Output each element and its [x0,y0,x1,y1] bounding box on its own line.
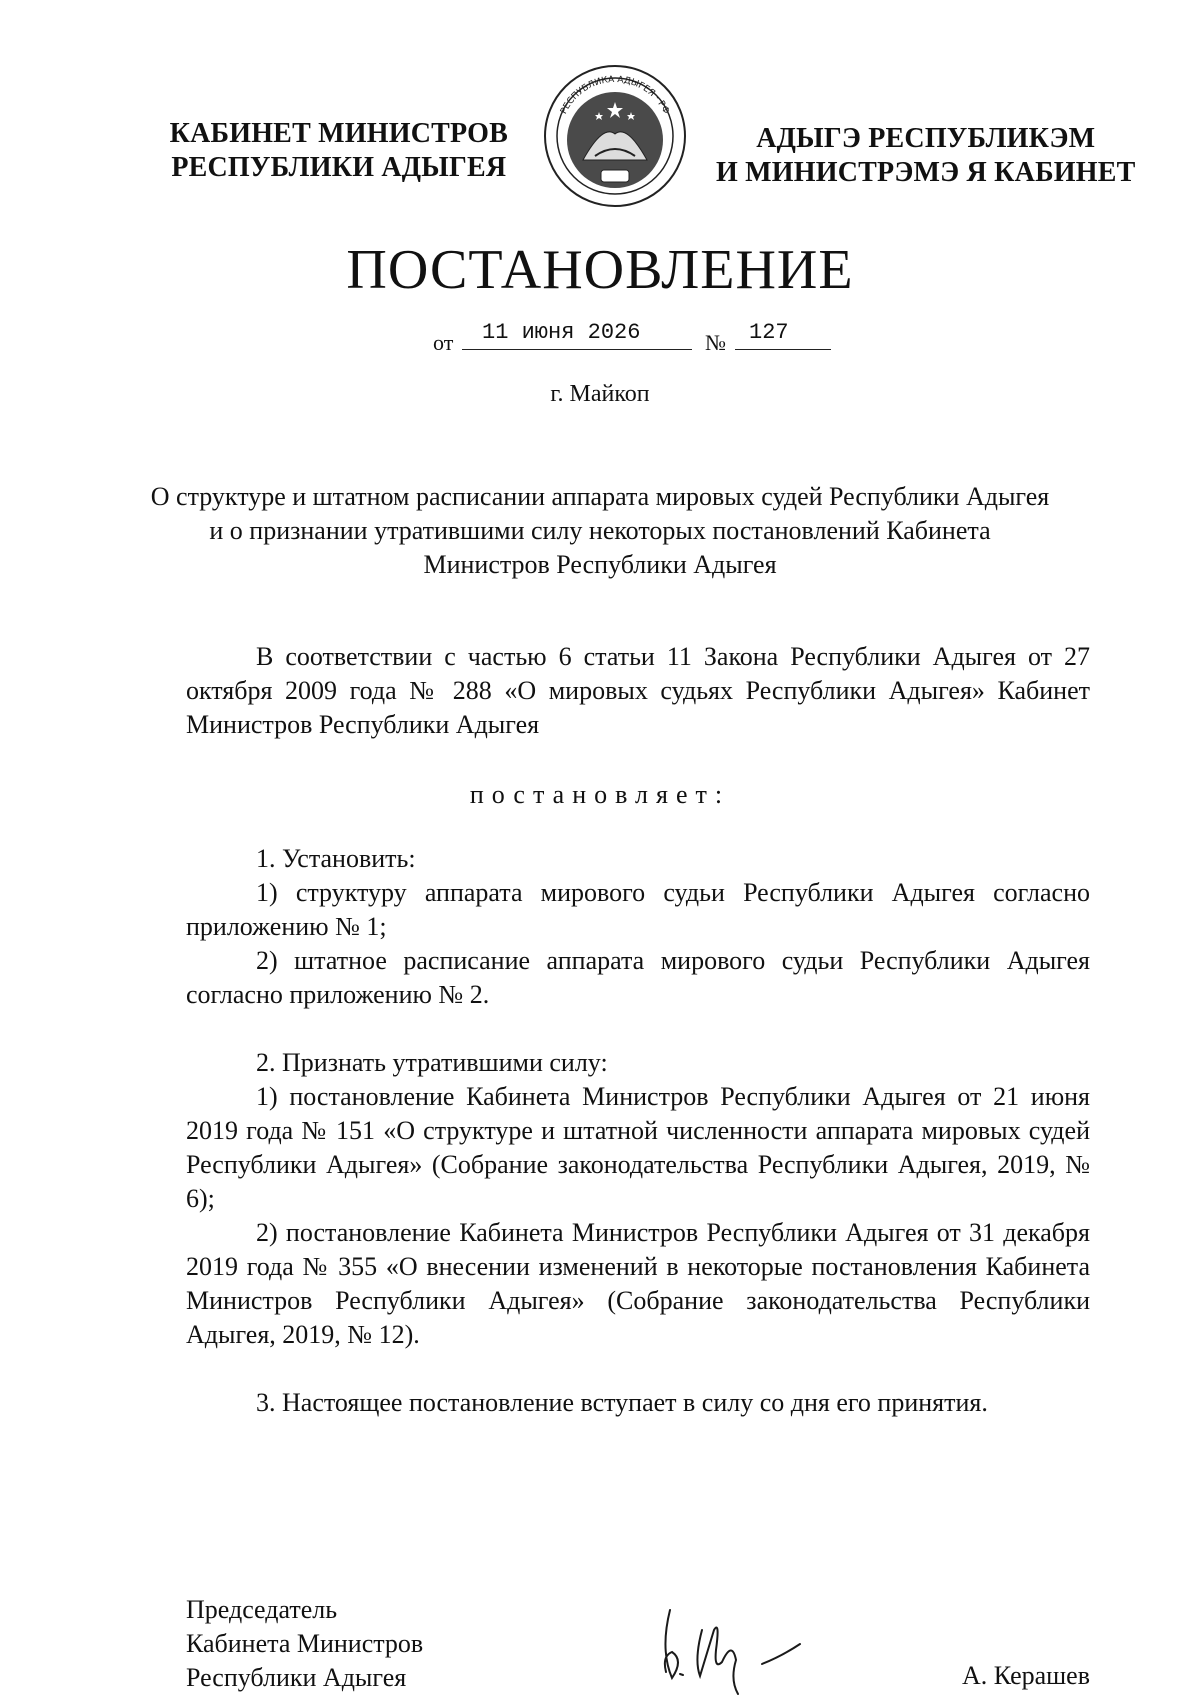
emblem-ring-text: РЕСПУБЛИКА АДЫГЕЯ · РФ [559,74,671,116]
number-prefix: № [705,330,726,355]
item-1-1: 1) структуру аппарата мирового судьи Республики Адыгея согласно приложению № 1; [186,878,1090,941]
issuer-line-2: РЕСПУБЛИКИ АДЫГЕЯ [171,152,507,183]
issuer-line-ady-2: И МИНИСТРЭМЭ Я КАБИНЕТ [716,157,1136,188]
signatory-position [186,1593,423,1695]
position-line-3: Республики Адыгея [186,1663,407,1692]
coat-of-arms-icon [543,64,687,208]
date-number-line [0,320,1200,360]
item-2-2: 2) постановление Кабинета Министров Республики Адыгея от 31 декабря 2019 года № 355 «О внесении изменений в некоторые постановления Кабинета Министров Республики Адыгея» (Собрание законодательства Республики Адыгея, 2019, № 12). [186,1218,1090,1349]
item-2-1: 1) постановление Кабинета Министров Республики Адыгея от 21 июня 2019 года № 151 «О структуре и штатной численности аппарата мировых судей Республики Адыгея» (Собрание законодательства Республики Адыгея, 2019, № 6); [186,1082,1090,1213]
decree-word: постановляет: [469,780,731,809]
decree-items [186,842,1090,1420]
date-prefix: от [433,330,454,355]
position-line-1: Председатель [186,1595,338,1624]
issuer-header-ady [716,122,1136,190]
document-number: 127 [735,320,831,350]
handwritten-signature-icon [650,1590,830,1700]
item-3: 3. Настоящее постановление вступает в силу со дня его принятия. [256,1388,988,1417]
issuer-line-ady-1: АДЫГЭ РЕСПУБЛИКЭМ [756,123,1096,154]
issuer-line-1: КАБИНЕТ МИНИСТРОВ [169,118,508,149]
document-subject: О структуре и штатном расписании аппарата мировых судей Республики Адыгея и о признании утратившими силу некоторых постановлений Кабинета Министров Республики Адыгея [150,482,1050,579]
document-date: 11 июня 2026 [462,320,692,350]
item-1: 1. Установить: [256,844,416,873]
issuer-header-ru [170,117,508,185]
signatory-name: А. Керашев [961,1661,1090,1690]
basis-paragraph: В соответствии с частью 6 статьи 11 Закона Республики Адыгея от 27 октября 2009 года № 288 «О мировых судьях Республики Адыгея» Кабинет Министров Республики Адыгея [186,642,1090,739]
legal-basis [186,640,1090,742]
item-2: 2. Признать утратившими силу: [256,1048,608,1077]
item-1-2: 2) штатное расписание аппарата мирового судьи Республики Адыгея согласно приложению № 2. [186,946,1090,1009]
position-line-2: Кабинета Министров [186,1629,424,1658]
city: г. Майкоп [550,381,650,407]
document-title: ПОСТАНОВЛЕНИЕ [346,239,854,301]
